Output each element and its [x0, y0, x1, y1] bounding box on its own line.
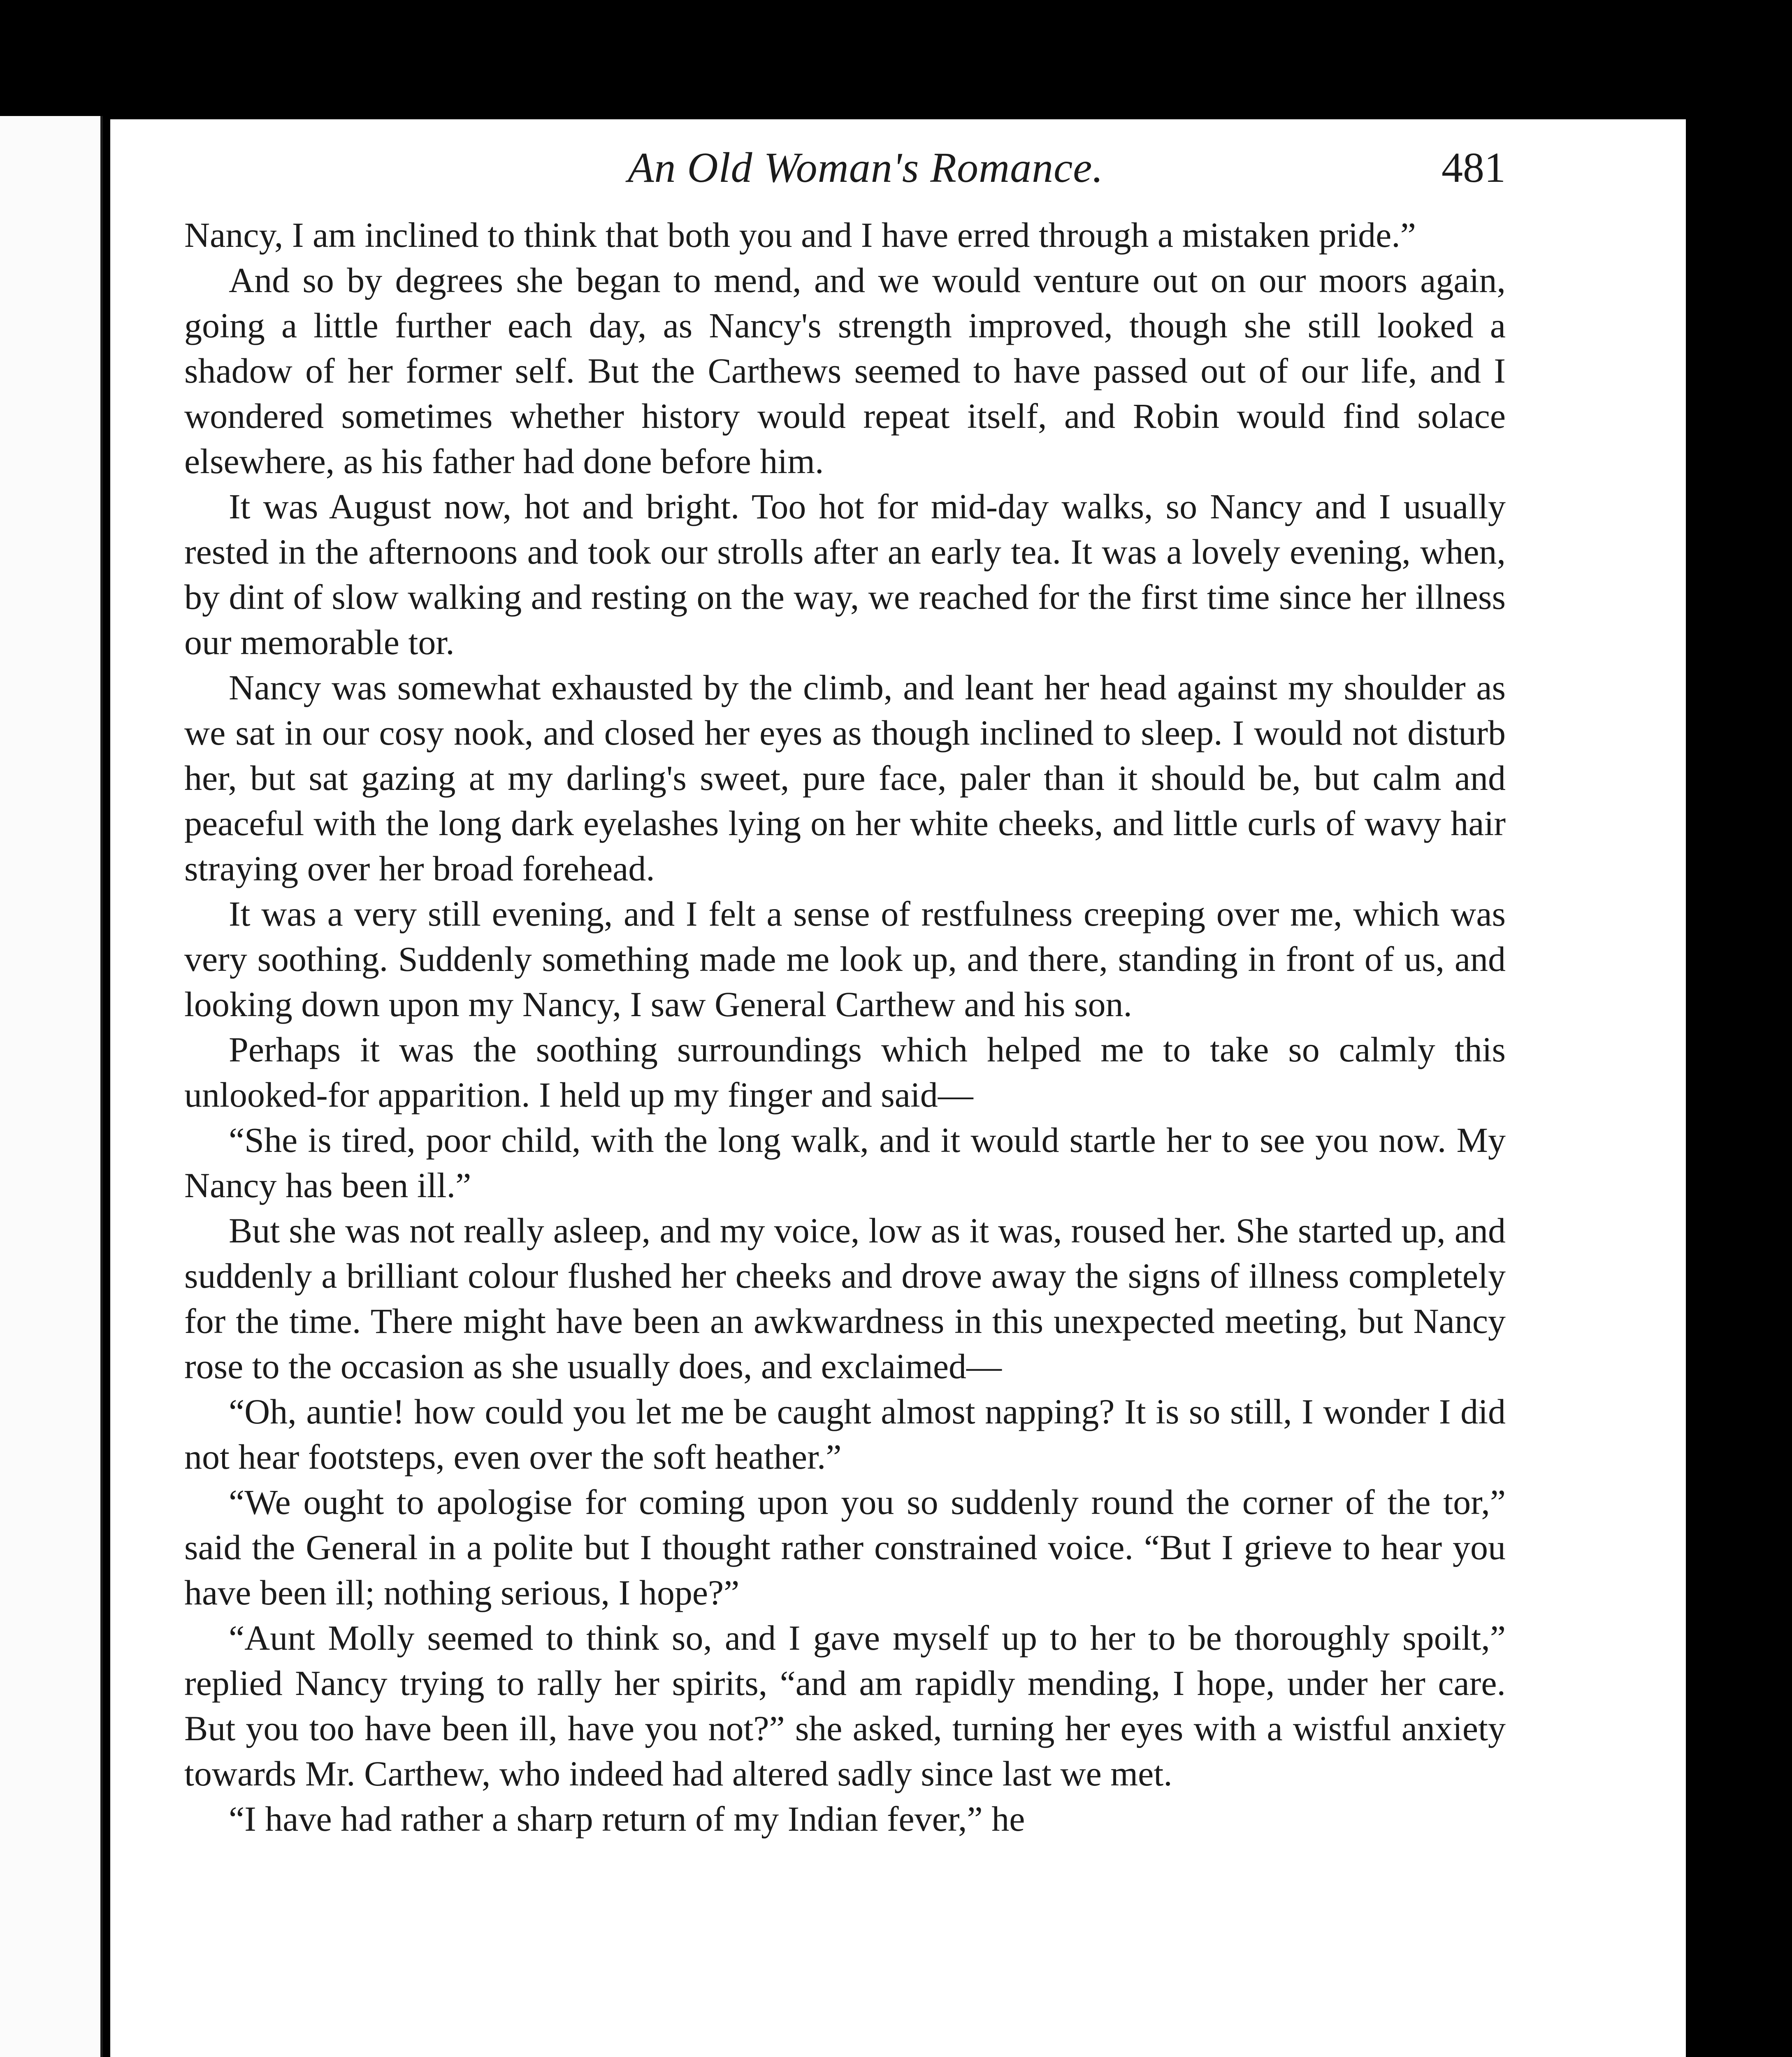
page-header [184, 139, 1506, 197]
paragraph: “We ought to apologise for coming upon you so suddenly round the corner of the tor,” said the General in a polite but I thought rather constrained voice. “But I grieve to hear you have been ill; nothing serious, I hope?” [184, 1482, 1506, 1612]
paragraph: “I have had rather a sharp return of my Indian fever,” he [229, 1799, 1025, 1839]
paragraph: “Oh, auntie! how could you let me be caught almost napping? It is so still, I wonder I did not hear footsteps, even over the soft heather.” [184, 1392, 1506, 1477]
paragraph: Perhaps it was the soothing surroundings which helped me to take so calmly this unlooked-for apparition. I held up my finger and said— [184, 1030, 1506, 1114]
paragraph: Nancy was somewhat exhausted by the climb, and leant her head against my shoulder as we sat in our cosy nook, and closed her eyes as though inclined to sleep. I would not disturb her, but sat gazing at my darling's sweet, pure face, paler than it should be, but calm and peaceful with the long dark eyelashes lying on her white cheeks, and little curls of wavy hair straying over her broad forehead. [184, 668, 1506, 888]
paragraph: It was a very still evening, and I felt a sense of restfulness creeping over me, which was very soothing. Suddenly something made me look up, and there, standing in front of us, and looking down upon my Nancy, I saw General Carthew and his son. [184, 894, 1506, 1024]
left-page-edge [0, 116, 103, 2057]
paragraph: And so by degrees she began to mend, and we would venture out on our moors again, going a little further each day, as Nancy's strength improved, though she still looked a shadow of her former self. But the Carthews seemed to have passed out of our life, and I wondered sometimes whether history would repeat itself, and Robin would find solace elsewhere, as his father had done before him. [184, 260, 1506, 481]
paragraph: Nancy, I am inclined to think that both you and I have erred through a mistaken pride.” [184, 215, 1416, 255]
page-body [184, 212, 1506, 1841]
running-title: An Old Woman's Romance. [628, 144, 1104, 191]
page-number: 481 [1441, 144, 1506, 191]
paragraph: “Aunt Molly seemed to think so, and I gave myself up to her to be thoroughly spoilt,” replied Nancy trying to rally her spirits, “and am rapidly mending, I hope, under her care. But you too have been ill, have you not?” she asked, turning her eyes with a wistful anxiety towards Mr. Carthew, who indeed had altered sadly since last we met. [184, 1618, 1506, 1793]
paragraph: It was August now, hot and bright. Too hot for mid-day walks, so Nancy and I usually rested in the afternoons and took our strolls after an early tea. It was a lovely evening, when, by dint of slow walking and resting on the way, we reached for the first time since her illness our memorable tor. [184, 487, 1506, 662]
paragraph: “She is tired, poor child, with the long walk, and it would startle her to see you now. My Nancy has been ill.” [184, 1120, 1506, 1205]
paragraph: But she was not really asleep, and my voice, low as it was, roused her. She started up, and suddenly a brilliant colour flushed her cheeks and drove away the signs of illness completely for the time. There might have been an awkwardness in this unexpected meeting, but Nancy rose to the occasion as she usually does, and exclaimed— [184, 1211, 1506, 1386]
